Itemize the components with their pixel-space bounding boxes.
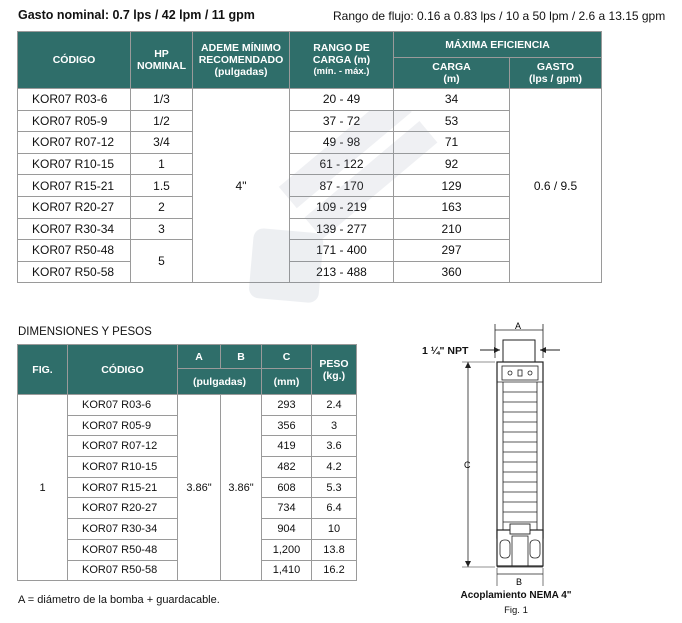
table-row: KOR07 R30-34 904 10 [18,519,357,540]
table-row: KOR07 R50-58 1,410 16.2 [18,560,357,581]
table-row: 1 KOR07 R03-6 3.86" 3.86" 293 2.4 [18,395,357,416]
label-c: C [464,460,471,470]
label-a: A [515,321,522,331]
table-row: KOR07 R07-12 419 3.6 [18,436,357,457]
table-row: KOR07 R15-21 608 5.3 [18,477,357,498]
ademe-value: 4" [193,89,290,283]
gasto-value: 0.6 / 9.5 [510,89,602,283]
header-codigo: CÓDIGO [18,32,131,89]
header-codigo-dims: CÓDIGO [68,345,178,395]
header-b: B [221,345,262,369]
table-row: KOR07 R50-58 213 - 488 360 [18,261,602,283]
dimensiones-title: DIMENSIONES Y PESOS [18,326,152,338]
header-maxima-eficiencia: MÁXIMA EFICIENCIA [394,32,602,58]
header-mm: (mm) [262,369,312,395]
label-b: B [516,577,523,587]
table-row: KOR07 R05-9 1/2 37 - 72 53 [18,110,602,132]
pump-diagram [440,318,600,590]
table-row: KOR07 R10-15 482 4.2 [18,457,357,478]
header-ademe: ADEME MÍNIMO RECOMENDADO (pulgadas) [193,32,290,89]
dimensions-table [17,344,357,581]
header-gasto: GASTO (lps / gpm) [510,58,602,89]
table-row: KOR07 R20-27 2 109 - 219 163 [18,196,602,218]
header-fig: FIG. [18,345,68,395]
header-peso: PESO (kg.) [312,345,357,395]
fig-value: 1 [18,395,68,581]
footnote: A = diámetro de la bomba + guardacable. [18,594,220,606]
b-value: 3.86" [221,395,262,581]
header-pulgadas: (pulgadas) [178,369,262,395]
table-row: KOR07 R15-21 1.5 87 - 170 129 [18,175,602,197]
table-row: KOR07 R50-48 1,200 13.8 [18,539,357,560]
header-rango: RANGO DE CARGA (m) (mín. - máx.) [290,32,394,89]
table-row: KOR07 R07-12 3/4 49 - 98 71 [18,132,602,154]
table-row: KOR07 R50-48 5 171 - 400 297 [18,240,602,262]
header-a: A [178,345,221,369]
gasto-nominal-text: Gasto nominal: 0.7 lps / 42 lpm / 11 gpm [18,8,255,22]
table-row: KOR07 R10-15 1 61 - 122 92 [18,153,602,175]
table-row: KOR07 R20-27 734 6.4 [18,498,357,519]
figure-caption: Acoplamiento NEMA 4" [460,590,572,601]
npt-label: 1 ¼" NPT [422,345,469,357]
table-row: KOR07 R05-9 356 3 [18,415,357,436]
hp-merged-value: 5 [131,240,193,283]
table-row: KOR07 R30-34 3 139 - 277 210 [18,218,602,240]
header-c: C [262,345,312,369]
spec-table [17,31,602,283]
header-carga: CARGA (m) [394,58,510,89]
header-hp: HP NOMINAL [131,32,193,89]
rango-flujo-text: Rango de flujo: 0.16 a 0.83 lps / 10 a 50 lpm / 2.6 a 13.15 gpm [333,9,666,23]
table-row: KOR07 R03-6 1/3 4" 20 - 49 34 0.6 / 9.5 [18,89,602,111]
a-value: 3.86" [178,395,221,581]
figure-number: Fig. 1 [504,605,528,616]
